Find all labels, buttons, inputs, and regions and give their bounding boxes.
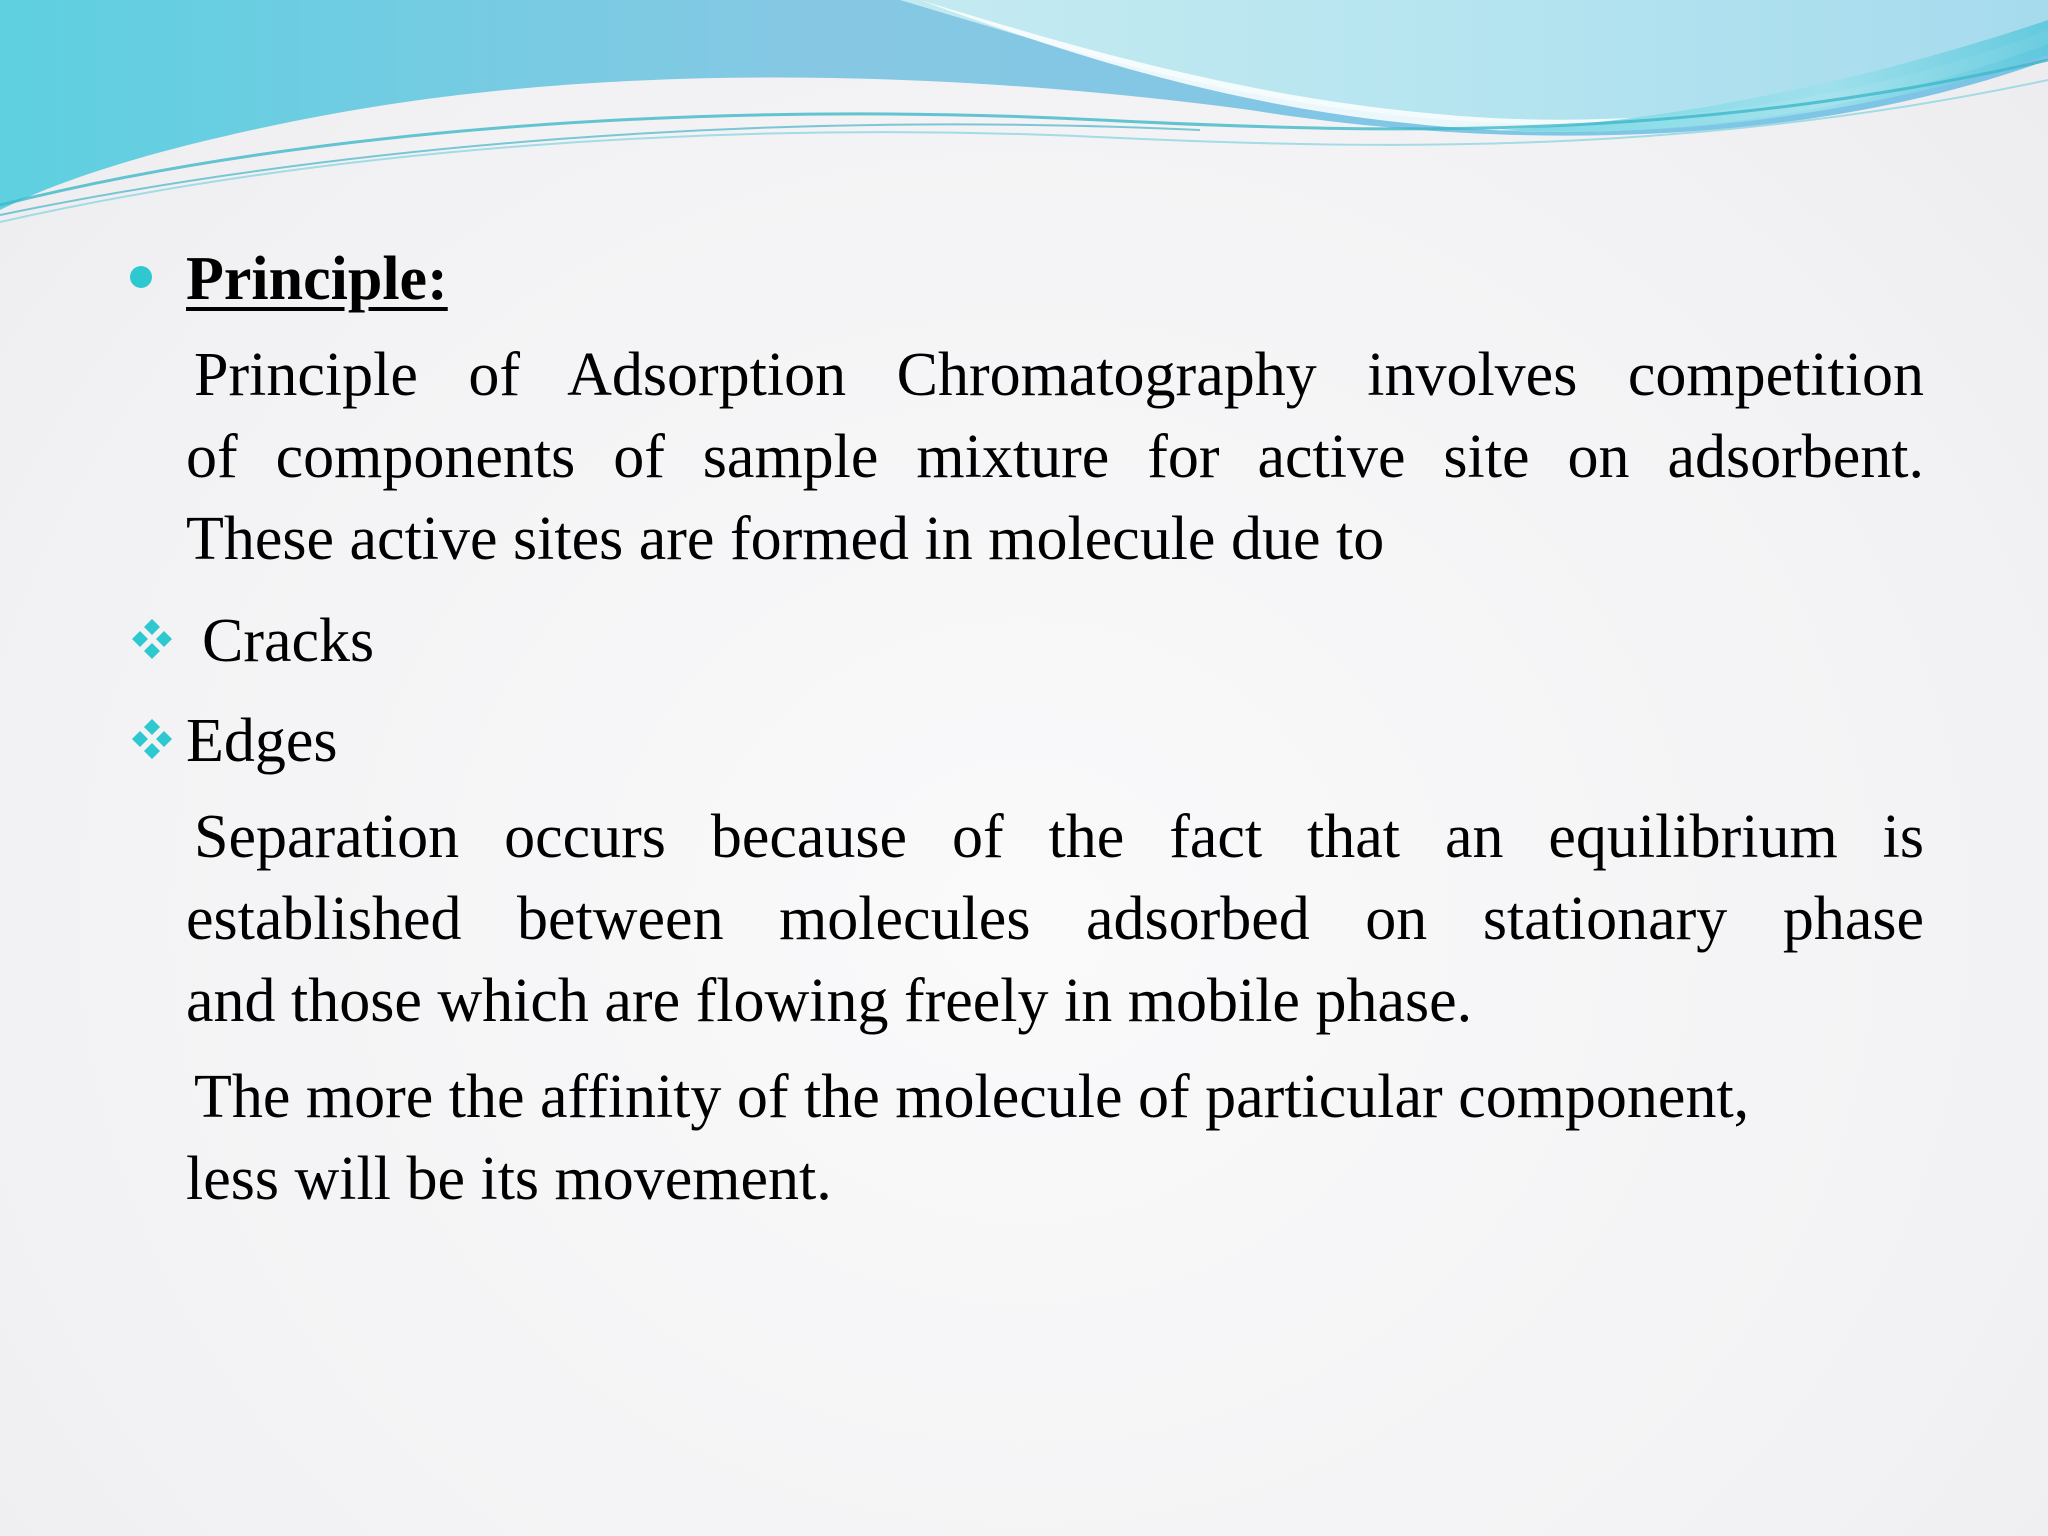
paragraph-separation — [186, 803, 1924, 1052]
heading-bullet-icon — [130, 266, 152, 288]
paragraph-affinity-line: less will be its movement. — [186, 1145, 832, 1213]
paragraph-line: Principle of Adsorption Chromatography involves competition — [194, 341, 1924, 409]
diamond-bullet-icon — [130, 617, 174, 661]
paragraph-line: established between molecules adsorbed on stationary phase — [186, 885, 1924, 953]
paragraph-line: These active sites are formed in molecule due to — [186, 505, 1385, 573]
bullet-item-edges: Edges — [186, 707, 338, 775]
paragraph-line: of components of sample mixture for active site on adsorbent. — [186, 423, 1924, 491]
paragraph-affinity-line: The more the affinity of the molecule of particular component, — [194, 1063, 1750, 1131]
diamond-bullet-icon — [130, 717, 174, 761]
paragraph-line: and those which are flowing freely in mobile phase. — [186, 967, 1473, 1035]
paragraph-principle — [186, 341, 1924, 590]
bullet-item-cracks: Cracks — [202, 607, 375, 675]
paragraph-line: Separation occurs because of the fact that an equilibrium is — [194, 803, 1924, 871]
principle-heading: Principle: — [186, 245, 448, 313]
